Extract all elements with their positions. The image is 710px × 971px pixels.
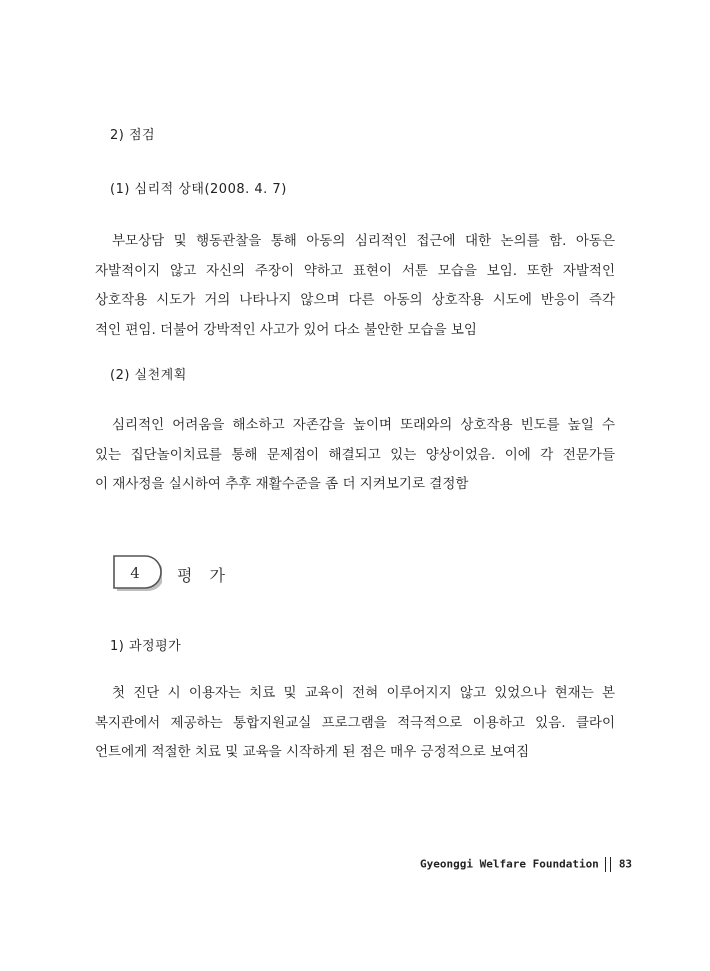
paragraph-line: 상호작용 시도가 거의 나타나지 않으며 다른 아동의 상호작용 시도에 반응이 즉각 (95, 292, 615, 308)
heading-action-plan: (2) 실천계획 (110, 368, 187, 383)
paragraph-process-evaluation (95, 679, 615, 768)
badge-shape (112, 553, 162, 595)
footer-org: Gyeonggi Welfare Foundation (420, 857, 599, 871)
paragraph-action-plan (95, 411, 615, 500)
paragraph-line: 이 재사정을 실시하여 추후 재활수준을 좀 더 지켜보기로 결정함 (95, 476, 469, 492)
paragraph-line: 자발적이지 않고 자신의 주장이 약하고 표현이 서툰 모습을 보임. 또한 자발적인 (95, 262, 615, 279)
section-number: 4 (130, 564, 140, 582)
paragraph-line: 심리적인 어려움을 해소하고 자존감을 높이며 또래와의 상호작용 빈도를 높일 수 (112, 417, 615, 433)
paragraph-line: 언트에게 적절한 치료 및 교육을 시작하게 된 점은 매우 긍정적으로 보여짐 (95, 744, 530, 760)
paragraph-psych-state (95, 227, 615, 345)
section-number-badge (112, 553, 162, 595)
heading-2-inspection: 2) 점검 (110, 128, 156, 143)
page-number: 83 (618, 857, 633, 871)
paragraph-line: 있는 집단놀이치료를 통해 문제점이 해결되고 있는 양상이었음. 이에 각 전문가들 (95, 446, 615, 463)
paragraph-line: 적인 편임. 더불어 강박적인 사고가 있어 다소 불안한 모습을 보임 (95, 321, 477, 338)
heading-psych-state: (1) 심리적 상태(2008. 4. 7) (110, 182, 287, 197)
footer-separator (605, 857, 611, 872)
paragraph-line: 복지관에서 제공하는 통합지원교실 프로그램을 적극적으로 이용하고 있음. 클라이 (95, 714, 615, 731)
page-footer (420, 857, 633, 875)
paragraph-line: 부모상담 및 행동관찰을 통해 아동의 심리적인 접근에 대한 논의를 함. 아동은 (112, 233, 615, 249)
section-title-evaluation: 평 가 (177, 566, 231, 585)
heading-process-evaluation: 1) 과정평가 (110, 639, 182, 654)
paragraph-line: 첫 진단 시 이용자는 치료 및 교육이 전혀 이루어지지 않고 있었으나 현재는 본 (112, 685, 615, 701)
